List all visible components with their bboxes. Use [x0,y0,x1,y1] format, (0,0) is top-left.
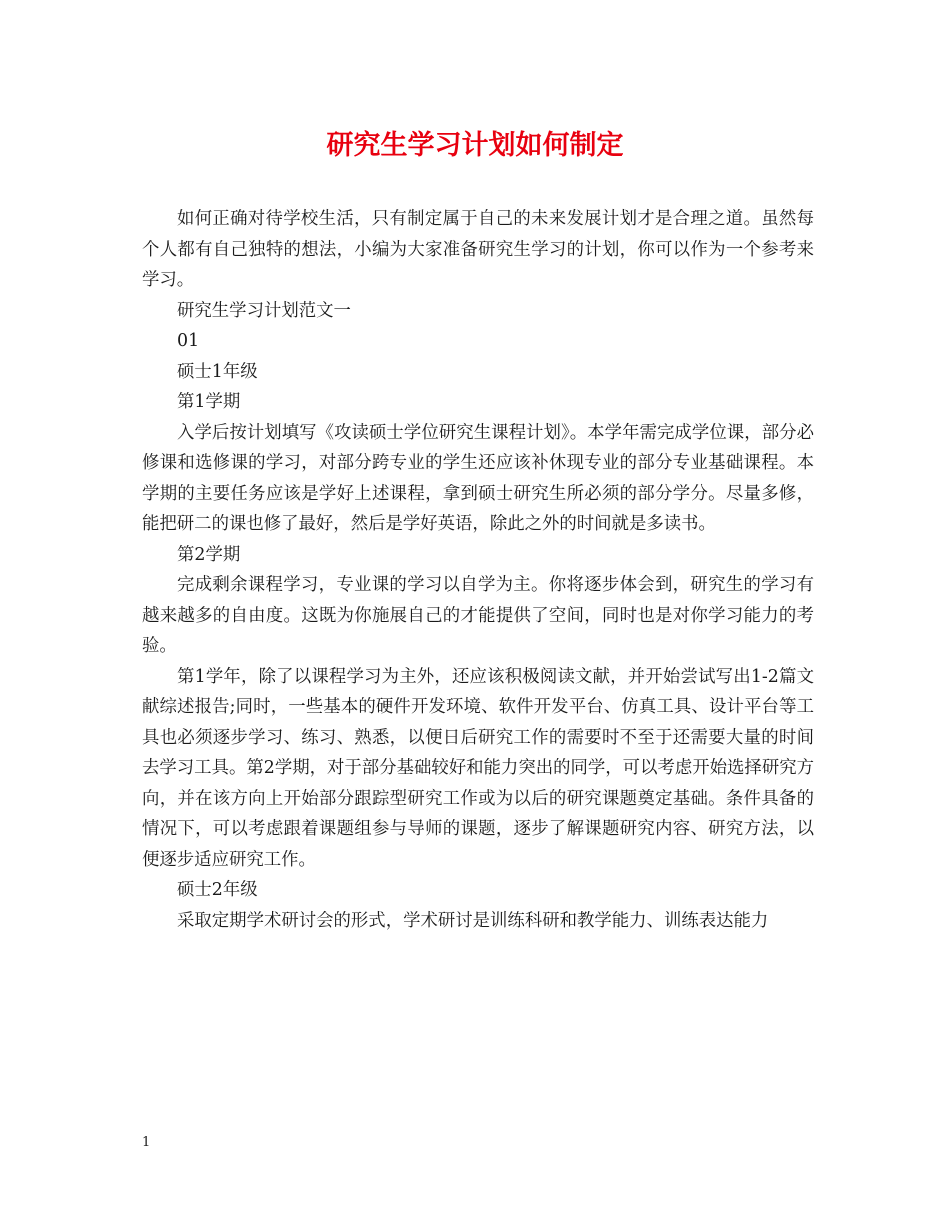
body-paragraph: 采取定期学术研讨会的形式，学术研讨是训练科研和教学能力、训练表达能力 [177,910,769,931]
semester-heading: 第2学期 [177,544,241,565]
intro-paragraph: 如何正确对待学校生活，只有制定属于自己的未来发展计划才是合理之道。虽然每个人都有自己独特的想法，小编为大家准备研究生学习的计划，你可以作为一个参考来学习。 [142,209,814,290]
body-paragraph: 完成剩余课程学习，专业课的学习以自学为主。你将逐步体会到，研究生的学习有越来越多的自由度。这既为你施展自己的才能提供了空间，同时也是对你学习能力的考验。 [142,575,814,656]
section-number: 01 [177,331,200,351]
year-heading: 硕士2年级 [177,880,258,900]
document-body [142,204,814,936]
section-heading: 研究生学习计划范文一 [177,300,351,321]
year-heading: 硕士1年级 [177,361,258,382]
document-title: 研究生学习计划如何制定 [326,130,624,161]
semester-heading: 第1学期 [177,392,241,412]
body-paragraph: 入学后按计划填写《攻读硕士学位研究生课程计划》。本学年需完成学位课，部分必修课和选修课的学习，对部分跨专业的学生还应该补休现专业的部分专业基础课程。本学期的主要任务应该是学好上述课程，拿到硕士研究生所必须的部分学分。尽量多修，能把研二的课也修了最好，然后是学好英语，除此之外的时间就是多读书。 [142,422,814,534]
body-paragraph: 第1学年，除了以课程学习为主外，还应该积极阅读文献，并开始尝试写出1-2篇文献综述报告;同时，一些基本的硬件开发环境、软件开发平台、仿真工具、设计平台等工具也必须逐步学习、练习、熟悉，以便日后研究工作的需要时不至于还需要大量的时间去学习工具。第2学期，对于部分基础较好和能力突出的同学，可以考虑开始选择研究方向，并在该方向上开始部分跟踪型研究工作或为以后的研究课题奠定基础。条件具备的情况下，可以考虑跟着课题组参与导师的课题，逐步了解课题研究内容、研究方法，以便逐步适应研究工作。 [142,666,814,870]
page-number: 1 [142,1135,151,1150]
